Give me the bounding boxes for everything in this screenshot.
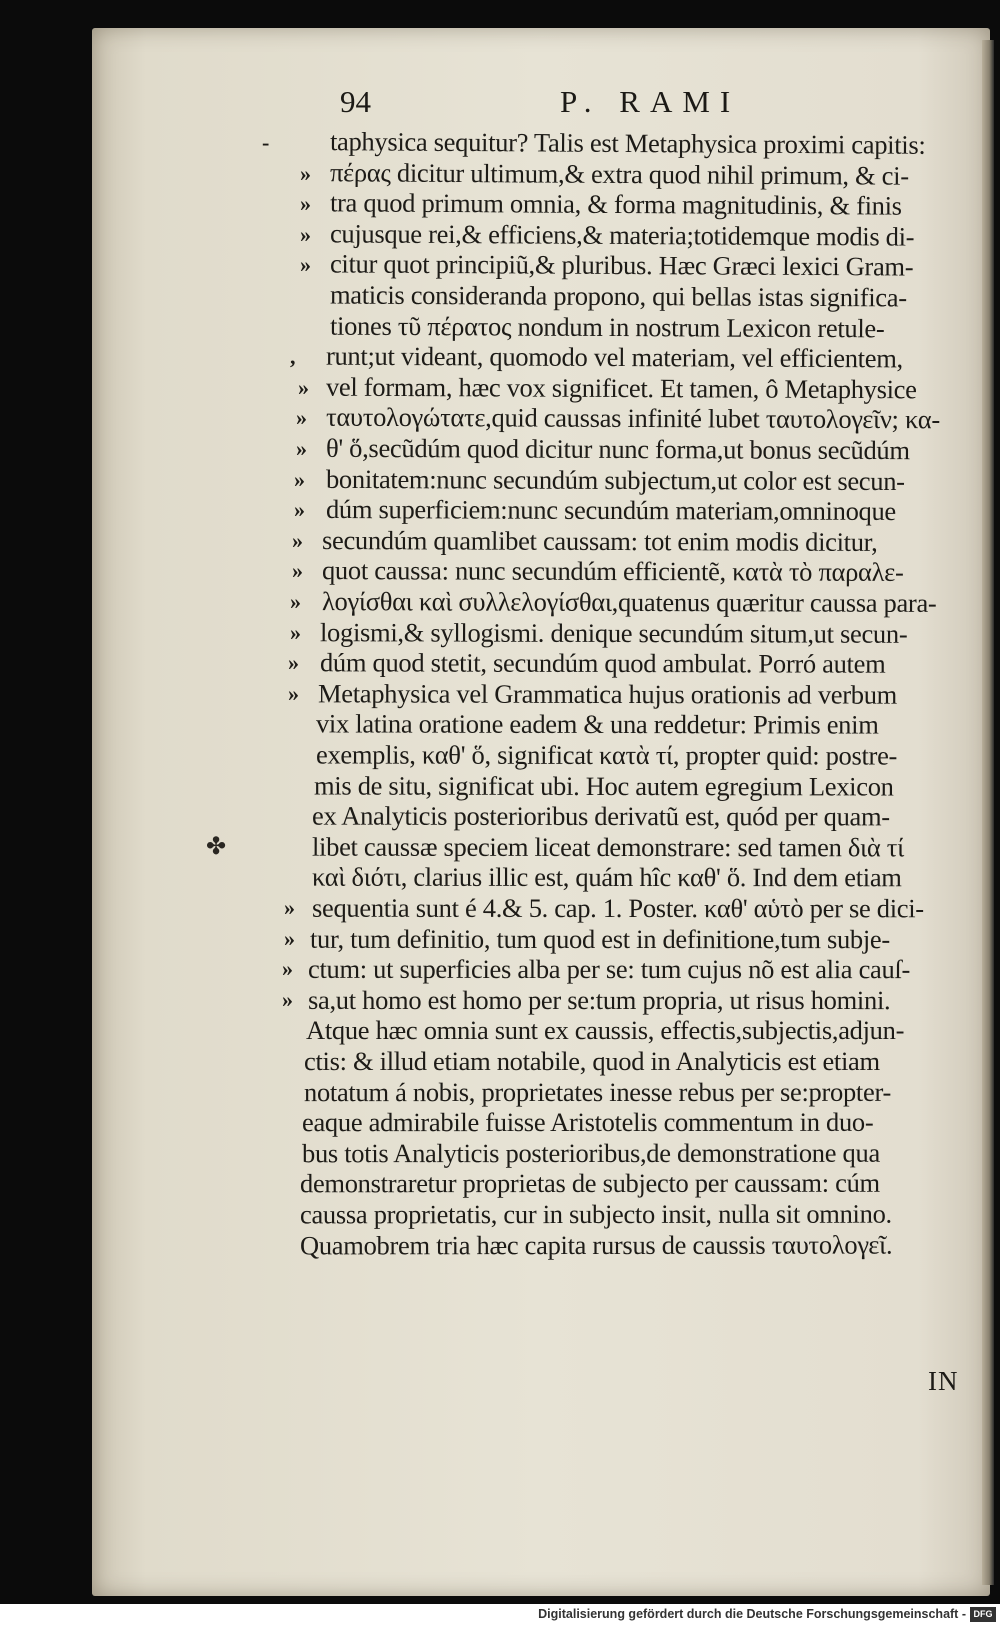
margin-quote-mark: » [294, 466, 305, 492]
running-title: P. RAMI [560, 84, 741, 119]
text-line: Quamobrem tria hæc capita rursus de caussis ταυτολογεῖ. [299, 1229, 893, 1261]
text-line: mis de situ, significat ubi. Hoc autem egregium Lexicon [313, 770, 894, 802]
margin-quote-mark: » [290, 619, 301, 645]
margin-quote-mark: » [288, 680, 299, 706]
text-line: bonitatem:nunc secundúm subjectum,ut color est secun- [325, 463, 905, 496]
text-line: tiones τῦ πέρατος nondum in nostrum Lexicon retule- [329, 310, 885, 343]
text-line: cujusque rei,& efficiens,& materia;totidemque modis di- [329, 218, 915, 252]
text-line: θ' ὅ,secũdúm quod dicitur nunc forma,ut bonus secũdúm [325, 432, 910, 466]
margin-quote-mark: - [262, 130, 270, 155]
text-line: exemplis, καθ' ὅ, significat κατὰ τί, propter quid: postre- [315, 739, 898, 771]
text-line: λογίσθαι καὶ συλλελογίσθαι,quatenus quæritur caussa para- [321, 586, 937, 618]
text-line: καὶ διότι, clarius illic est, quám hîc καθ' ὅ. Ind dem etiam [311, 862, 902, 893]
margin-sign: ✤ [206, 834, 227, 860]
text-line: libet caussæ speciem liceat demonstrare: sed tamen διὰ τί [311, 831, 904, 863]
text-line: ταυτολογώτατε,quid caussas infinité lubet ταυτολογεῖν; κα- [325, 402, 940, 435]
margin-quote-mark: » [294, 497, 305, 523]
text-line: secundúm quamlibet caussam: tot enim modis dicitur, [321, 524, 878, 557]
text-line: notatum á nobis, proprietates inesse rebus per se:propter- [303, 1076, 891, 1107]
margin-quote-mark: » [282, 986, 293, 1012]
margin-quote-mark: » [300, 221, 311, 247]
text-line: ctis: & illud etiam notabile, quod in Analyticis est etiam [303, 1045, 880, 1077]
margin-quote-mark: » [298, 374, 309, 400]
text-line: dúm superficiem:nunc secundúm materiam,omninoque [325, 494, 896, 527]
text-line: vel formam, hæc vox significet. Et tamen, ô Metaphysice [325, 371, 917, 405]
margin-quote-mark: » [292, 558, 303, 584]
text-line: Atque hæc omnia sunt ex caussis, effectis,subjectis,adjun- [305, 1015, 905, 1046]
text-line: eaque admirabile fuisse Aristotelis commentum in duo- [301, 1107, 874, 1138]
text-line: maticis consideranda propono, qui bellas istas significa- [329, 279, 907, 313]
text-line: dúm quod stetit, secundúm quod ambulat. Porró autem [319, 647, 886, 679]
text-line: taphysica sequitur? Talis est Metaphysica proximi capitis: [329, 126, 926, 160]
margin-quote-mark: » [296, 436, 307, 461]
text-line: sa,ut homo est homo per se:tum propria, ut risus homini. [307, 984, 891, 1015]
text-line: tur, tum definitio, tum quod est in definitione,tum subje- [309, 923, 890, 954]
text-line: tra quod primum omnia, & forma magnitudinis, & finis [329, 187, 902, 221]
margin-quote-mark: » [290, 589, 301, 614]
text-line: vix latina oratione eadem & una reddetur: Primis enim [315, 708, 879, 740]
catchword: IN [928, 1366, 959, 1396]
margin-quote-mark: , [290, 344, 296, 370]
margin-quote-mark: » [296, 405, 307, 431]
margin-quote-mark: » [300, 191, 311, 217]
margin-quote-mark: » [282, 956, 293, 982]
margin-quote-mark: » [284, 925, 295, 951]
margin-quote-mark: » [284, 895, 295, 920]
footer-credit: Digitalisierung gefördert durch die Deutsche Forschungsgemeinschaft - [538, 1607, 966, 1621]
text-line: logismi,& syllogismi. denique secundúm situm,ut secun- [319, 616, 908, 649]
page-number: 94 [340, 84, 371, 119]
text-line: bus totis Analyticis posterioribus,de demonstratione qua [301, 1137, 880, 1169]
text-line: Metaphysica vel Grammatica hujus orationis ad verbum [317, 678, 898, 710]
text-line: ex Analyticis posterioribus derivatũ est, quód per quam- [311, 800, 890, 832]
text-line: citur quot principiũ,& pluribus. Hæc Græci lexici Gram- [329, 248, 914, 282]
margin-quote-mark: » [288, 650, 299, 676]
dfg-logo: DFG [970, 1607, 996, 1622]
text-line: runt;ut videant, quomodo vel materiam, vel efficientem, [325, 340, 903, 374]
text-line: quot caussa: nunc secundúm efficientẽ, κατὰ τὸ παραλε- [321, 555, 904, 588]
text-line: demonstraretur proprietas de subjecto per caussam: cúm [299, 1168, 880, 1199]
margin-quote-mark: » [300, 160, 311, 186]
text-line: caussa proprietatis, cur in subjecto insit, nulla sit omnino. [299, 1198, 892, 1230]
text-line: πέρας dicitur ultimum,& extra quod nihil primum, & ci- [329, 156, 909, 191]
text-line: sequentia sunt é 4.& 5. cap. 1. Poster. καθ' αὑτὸ per se dici- [311, 892, 924, 924]
text-line: ctum: ut superficies alba per se: tum cujus nõ est alia cauſ- [307, 954, 911, 985]
margin-quote-mark: » [292, 527, 303, 553]
margin-quote-mark: » [300, 252, 311, 278]
